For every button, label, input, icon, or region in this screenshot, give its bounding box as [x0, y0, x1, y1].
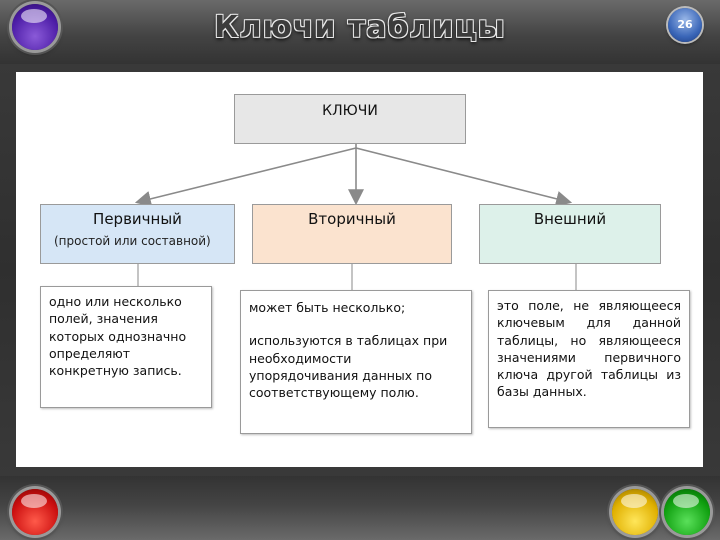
- connector-root-left: [138, 148, 356, 202]
- page-number-badge: 26: [668, 8, 702, 42]
- slide-title: Ключи таблицы: [214, 10, 506, 45]
- root-node-label: КЛЮЧИ: [322, 103, 378, 119]
- primary-key-description: одно или несколько полей, значения которых однозначно определяют конкретную запись.: [40, 286, 212, 408]
- secondary-key-description-line2: используются в таблицах при необходимости упорядочивания данных по соответствующему полю.: [249, 333, 448, 400]
- foreign-key-heading: Внешний: [533, 210, 607, 228]
- primary-key-heading: Первичный: [93, 210, 182, 228]
- secondary-key-heading: Вторичный: [308, 210, 396, 228]
- green-orb-icon[interactable]: [664, 489, 710, 535]
- foreign-key-node: [479, 204, 661, 264]
- red-orb-icon[interactable]: [12, 489, 58, 535]
- secondary-key-description: [240, 290, 472, 434]
- yellow-orb-icon[interactable]: [612, 489, 658, 535]
- root-node: [234, 94, 466, 144]
- primary-key-subheading: (простой или составной): [54, 234, 211, 248]
- secondary-key-description-line1: может быть несколько;: [249, 300, 406, 315]
- slide-canvas: [16, 72, 703, 467]
- foreign-key-description: это поле, не являющееся ключевым для данной таблицы, но являющееся значениями первичного ключа другой таблицы из базы данных.: [488, 290, 690, 428]
- connector-root-right: [356, 148, 569, 202]
- secondary-key-node: [252, 204, 452, 264]
